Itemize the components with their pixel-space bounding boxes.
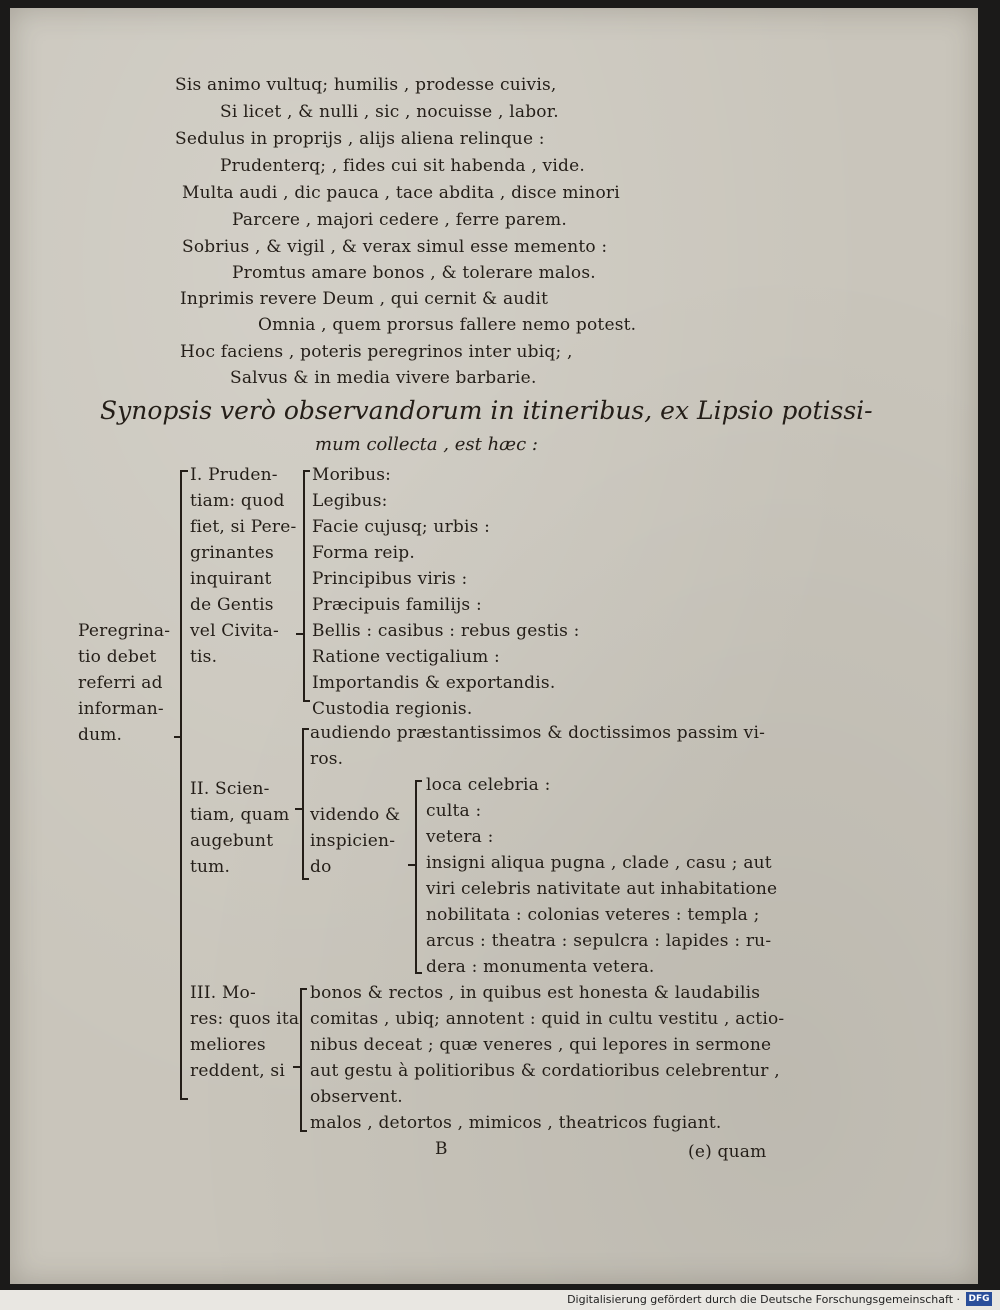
observation-item: Legibus: — [312, 491, 388, 511]
manners-line: observent. — [310, 1087, 403, 1107]
section3-brace-tip — [293, 1066, 301, 1068]
audiendo-line: audiendo præstantissimos & doctissimos passim vi- — [310, 723, 766, 743]
poem-line: Sedulus in proprijs , alijs aliena relinque : — [175, 129, 545, 149]
videndo-brace-bottom — [415, 972, 422, 974]
observation-item: Bellis : casibus : rebus gestis : — [312, 621, 580, 641]
place-item: arcus : theatra : sepulcra : lapides : ru- — [426, 931, 772, 951]
videndo-line: videndo & — [310, 805, 401, 825]
section-label-line: meliores — [190, 1035, 266, 1055]
observation-item: Præcipuis familijs : — [312, 595, 482, 615]
place-item: loca celebria : — [426, 775, 551, 795]
observation-item: Moribus: — [312, 465, 392, 485]
observation-item: Forma reip. — [312, 543, 415, 563]
poem-line: Promtus amare bonos , & tolerare malos. — [232, 263, 596, 283]
section3-brace-top — [300, 988, 307, 990]
videndo-brace-top — [415, 780, 422, 782]
section-label-line: inquirant — [190, 569, 272, 589]
poem-line: Hoc faciens , poteris peregrinos inter ubiq; , — [180, 342, 573, 362]
place-item: insigni aliqua pugna , clade , casu ; aut — [426, 853, 772, 873]
funding-credit: Digitalisierung gefördert durch die Deutsche Forschungsgemeinschaft · — [567, 1293, 960, 1306]
videndo-line: do — [310, 857, 332, 877]
manners-line: bonos & rectos , in quibus est honesta & laudabilis — [310, 983, 761, 1003]
poem-line: Inprimis revere Deum , qui cernit & audit — [180, 289, 549, 309]
section-label-line: III. Mo- — [190, 983, 256, 1003]
place-item: culta : — [426, 801, 482, 821]
root-line: Peregrina- — [78, 621, 171, 641]
observation-item: Ratione vectigalium : — [312, 647, 500, 667]
section-label-line: reddent, si — [190, 1061, 285, 1081]
section3-brace — [300, 988, 302, 1132]
videndo-line: inspicien- — [310, 831, 396, 851]
section1-brace — [303, 470, 305, 702]
section2-brace-bottom — [302, 878, 309, 880]
section-label-line: fiet, si Pere- — [190, 517, 297, 537]
place-item: nobilitata : colonias veteres : templa ; — [426, 905, 760, 925]
videndo-brace — [415, 780, 417, 974]
main-brace — [180, 470, 182, 1100]
observation-item: Custodia regionis. — [312, 699, 473, 719]
main-brace-top — [180, 470, 188, 472]
section1-brace-bottom — [303, 700, 310, 702]
poem-line: Si licet , & nulli , sic , nocuisse , labor. — [220, 102, 559, 122]
section-label-line: tiam: quod — [190, 491, 285, 511]
poem-line: Salvus & in media vivere barbarie. — [230, 368, 537, 388]
section-label-line: vel Civita- — [190, 621, 279, 641]
observation-item: Facie cujusq; urbis : — [312, 517, 491, 537]
videndo-brace-tip — [408, 864, 416, 866]
section-label-line: res: quos ita — [190, 1009, 300, 1029]
section-label-line: tiam, quam — [190, 805, 290, 825]
poem-line: Omnia , quem prorsus fallere nemo potest. — [258, 315, 637, 335]
root-line: dum. — [78, 725, 123, 745]
manners-line: nibus deceat ; quæ veneres , qui lepores in sermone — [310, 1035, 772, 1055]
manners-line: aut gestu à politioribus & cordatioribus celebrentur , — [310, 1061, 780, 1081]
section-label-line: de Gentis — [190, 595, 274, 615]
section-label-line: augebunt — [190, 831, 274, 851]
observation-item: Importandis & exportandis. — [312, 673, 556, 693]
poem-line: Parcere , majori cedere , ferre parem. — [232, 210, 567, 230]
section-label-line: tum. — [190, 857, 231, 877]
manners-line: malos , detortos , mimicos , theatricos fugiant. — [310, 1113, 722, 1133]
poem-line: Sis animo vultuq; humilis , prodesse cuivis, — [175, 75, 557, 95]
section-label-line: tis. — [190, 647, 218, 667]
section3-brace-bottom — [300, 1130, 307, 1132]
catchword: (e) quam — [688, 1142, 767, 1162]
root-line: referri ad — [78, 673, 163, 693]
section-label-line: grinantes — [190, 543, 274, 563]
main-brace-tip — [174, 736, 182, 738]
section-label-line: II. Scien- — [190, 779, 270, 799]
synopsis-heading: Synopsis verò observandorum in itineribus, ex Lipsio potissi- — [100, 396, 873, 425]
section-label-line: I. Pruden- — [190, 465, 278, 485]
poem-line: Sobrius , & vigil , & verax simul esse memento : — [182, 237, 608, 257]
root-line: tio debet — [78, 647, 157, 667]
place-item: vetera : — [426, 827, 494, 847]
manners-line: comitas , ubiq; annotent : quid in cultu vestitu , actio- — [310, 1009, 785, 1029]
dfg-logo: DFG — [966, 1292, 992, 1306]
document-page — [10, 8, 978, 1284]
main-brace-bottom — [180, 1098, 188, 1100]
section1-brace-tip — [296, 633, 304, 635]
root-line: informan- — [78, 699, 164, 719]
section2-brace-tip — [295, 808, 303, 810]
observation-item: Principibus viris : — [312, 569, 468, 589]
synopsis-heading-continued: mum collecta , est hæc : — [315, 434, 538, 455]
signature-mark: B — [435, 1139, 448, 1159]
poem-line: Multa audi , dic pauca , tace abdita , disce minori — [182, 183, 620, 203]
poem-line: Prudenterq; , fides cui sit habenda , vide. — [220, 156, 585, 176]
place-item: dera : monumenta vetera. — [426, 957, 655, 977]
audiendo-line: ros. — [310, 749, 344, 769]
section2-brace-top — [302, 728, 309, 730]
section2-brace — [302, 728, 304, 880]
section1-brace-top — [303, 470, 310, 472]
place-item: viri celebris nativitate aut inhabitatione — [426, 879, 778, 899]
